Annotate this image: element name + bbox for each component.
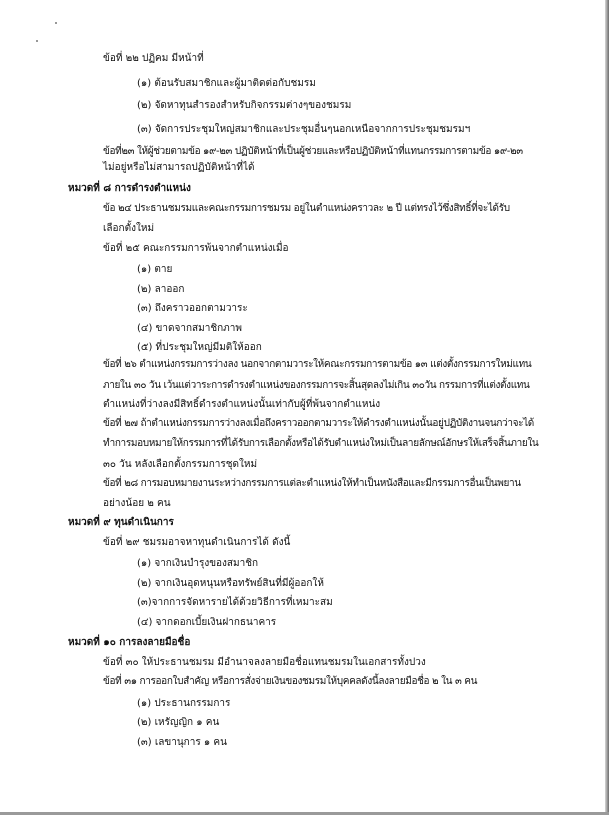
section-heading: หมวดที่ ๘ การดำรงตำแหน่ง	[68, 183, 191, 194]
section-heading: หมวดที่ ๑๐ การลงลายมือชื่อ	[68, 637, 191, 648]
text-line: (๔) จากดอกเบี้ยเงินฝากธนาคาร	[137, 617, 277, 628]
text-line: (๓) จัดการประชุมใหญ่สมาชิกและประชุมอื่นๆนอกเหนือจากการประชุมชมรมฯ	[137, 124, 471, 135]
text-line: (๕) ที่ประชุมใหญ่มีมติให้ออก	[137, 342, 262, 353]
text-line: ข้อที่ ๒๙ ชมรมอาจหาทุนดำเนินการได้ ดังนี้	[103, 537, 291, 548]
text-line: ๓๐ วัน หลังเลือกตั้งกรรมการชุดใหม่	[103, 459, 258, 470]
text-line: ข้อที่๒๓ ให้ผู้ช่วยตามข้อ ๑๙-๒๓ ปฏิบัติหน้าที่เป็นผู้ช่วยและหรือปฏิบัติหน้าที่แทนกรรมการตามข้อ ๑๙-๒๓	[103, 146, 523, 157]
text-line: (๔) ขาดจากสมาชิกภาพ	[137, 323, 242, 334]
text-line: (๓) เลขานุการ ๑ คน	[137, 737, 227, 748]
text-line: (๑) ประธานกรรมการ	[137, 698, 231, 709]
text-line: (๓)จากการจัดหารายได้ด้วยวิธีการที่เหมาะสม	[137, 597, 333, 608]
scan-edge-right	[605, 0, 609, 815]
text-line: ข้อที่ ๓๑ การออกใบสำคัญ หรือการสั่งจ่ายเงินของชมรมให้บุคคลดังนี้ลงลายมือชื่อ ๒ ใน ๓ คน	[103, 676, 478, 687]
text-line: (๒) เหรัญญิก ๑ คน	[137, 717, 220, 728]
text-line: ข้อที่ ๓๐ ให้ประธานชมรม มีอำนาจลงลายมือชื่อแทนชมรมในเอกสารทั้งปวง	[103, 657, 426, 668]
text-line: (๓) ถึงคราวออกตามวาระ	[137, 303, 248, 314]
text-line: (๒) จากเงินอุดหนุนหรือทรัพย์สินที่มีผู้ออกให้	[137, 578, 324, 589]
text-line: ข้อที่ ๒๖ ตำแหน่งกรรมการว่างลง นอกจากตามวาระให้คณะกรรมการตามข้อ ๑๓ แต่งตั้งกรรมการใหม่แทน	[103, 359, 532, 370]
text-line: ตำแหน่งที่ว่างลงมีสิทธิ์ดำรงตำแหน่งนั้นเท่ากับผู้ที่พ้นจากตำแหน่ง	[103, 399, 381, 410]
text-line: ภายใน ๓๐ วัน เว้นแต่วาระการดำรงตำแหน่งของกรรมการจะสิ้นสุดลงไม่เกิน ๓๐วัน กรรมการที่แต่งตั้งแทน	[103, 380, 530, 391]
scan-speck	[55, 22, 57, 24]
text-line: (๑) ตาย	[137, 264, 173, 275]
text-line: ข้อที่ ๒๘ การมอบหมายงานระหว่างกรรมการแต่ละตำแหน่งให้ทำเป็นหนังสือและมีกรรมการอื่นเป็นพยาน	[103, 478, 521, 489]
text-line: ข้อที่ ๒๗ ถ้าตำแหน่งกรรมการว่างลงเมื่อถึงคราวออกตามวาระให้ดำรงตำแหน่งนั้นอยู่ปฏิบัติงานจนกว่าจะได้	[103, 418, 534, 429]
text-line: (๒) จัดหาทุนสำรองสำหรับกิจกรรมต่างๆของชมรม	[137, 100, 352, 111]
text-line: อย่างน้อย ๒ คน	[103, 498, 171, 509]
text-line: ข้อ ๒๔ ประธานชมรมและคณะกรรมการชมรม อยู่ในตำแหน่งคราวละ ๒ ปี แต่ทรงไว้ซึ่งสิทธิ์ที่จะได้รับ	[103, 203, 510, 214]
text-line: ทำการมอบหมายให้กรรมการที่ได้รับการเลือกตั้งหรือได้รับตำแหน่งใหม่เป็นลายลักษณ์อักษรให้เสร็จสิ้นภายใน	[103, 438, 539, 449]
text-line: ข้อที่ ๒๕ คณะกรรมการพ้นจากตำแหน่งเมื่อ	[103, 243, 289, 254]
text-line: (๑) ต้อนรับสมาชิกและผู้มาติดต่อกับชมรม	[137, 78, 316, 89]
text-line: ไม่อยู่หรือไม่สามารถปฏิบัติหน้าที่ได้	[103, 162, 255, 173]
text-line: ข้อที่ ๒๒ ปฏิคม มีหน้าที่	[103, 53, 204, 64]
text-line: เลือกตั้งใหม่	[103, 223, 155, 234]
section-heading: หมวดที่ ๙ ทุนดำเนินการ	[68, 517, 174, 528]
text-line: (๑) จากเงินบำรุงของสมาชิก	[137, 558, 259, 569]
scan-speck	[36, 40, 38, 42]
text-line: (๒) ลาออก	[137, 284, 185, 295]
